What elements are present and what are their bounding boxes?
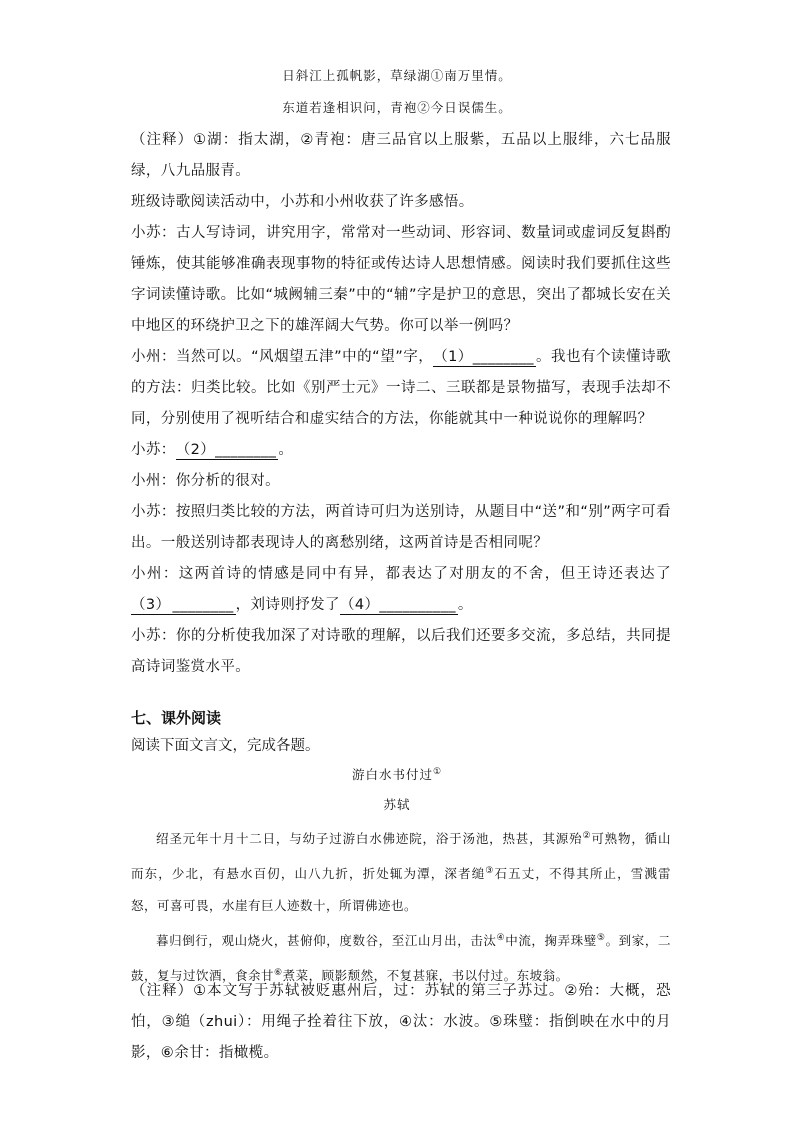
dialogue-text: 。 (457, 597, 473, 613)
poem-line-1: 日斜江上孤帆影，草绿湖①南万里情。 (282, 68, 512, 83)
classic-text-run: 。到家，二鼓，复与过饮酒，食余甘 (131, 933, 671, 984)
dialogue-su-1: 小苏：古人写诗词，讲究用字，常常对一些动词、形容词、数量词或虚词反复斟酌锤炼，使其能够准确表现事物的特征或传达诗人思想情感。阅读时我们要抓住这些字词读懂诗歌。比如“城阙辅三秦”中的“辅”字是护卫的意思，突出了都城长安在关中地区的环绕护卫之下的雄浑阔大气势。你可以举一例吗？ (131, 225, 671, 334)
classic-text-run: 石五丈，不得其所止，雪溅雷怒，可喜可畏，水崖有巨人迹数十，所谓佛迹也。 (131, 866, 671, 914)
answer-blank-2[interactable]: （2）________ (175, 442, 277, 458)
dialogue-section (131, 125, 671, 683)
dialogue-text: 小州：当然可以。“风烟望五津”中的“望”字， (131, 349, 434, 365)
classic-text-run: 暮归倒行，观山烧火，甚俯仰，度数谷，至江山月出，击汰 (156, 933, 497, 949)
classic-paragraph-1 (131, 820, 671, 922)
dialogue-zhou-1 (131, 342, 671, 435)
classic-title (0, 765, 794, 783)
section-instruction: 阅读下面文言文，完成各题。 (131, 738, 320, 754)
poem-line-2: 东道若逢相识问，青袍②今日误儒生。 (282, 100, 512, 115)
dialogue-su-2 (131, 435, 671, 466)
classic-author: 苏轼 (383, 797, 411, 812)
footnote-marker: ② (582, 831, 592, 841)
dialogue-zhou-2: 小州：你分析的很对。 (131, 473, 280, 489)
answer-blank-1[interactable]: （1）________ (433, 349, 534, 365)
footnote-marker: ① (432, 766, 443, 777)
classic-text-run: 中流，掬弄珠璧 (505, 933, 597, 949)
dialogue-text: 。我也有个读懂诗歌的方法：归类比较。比如《别严士元》一诗二、三联都是景物描写，表现手法却不同，分别使用了视听结合和虚实结合的方法，你能就其中一种说说你的理解吗？ (131, 349, 671, 427)
section-heading: 七、课外阅读 (131, 709, 222, 727)
classic-title-text: 游白水书付过 (351, 767, 433, 782)
footnote-marker: ③ (485, 866, 495, 877)
dialogue-intro: 班级诗歌阅读活动中，小苏和小州收获了许多感悟。 (131, 194, 474, 210)
classic-text (131, 820, 671, 993)
footnote-marker: ⑥ (274, 968, 283, 979)
dialogue-su-4: 小苏：你的分析使我加深了对诗歌的理解，以后我们还要多交流，多总结，共同提高诗词鉴赏水平。 (131, 628, 671, 675)
dialogue-zhou-3 (131, 559, 671, 621)
classic-text-run: 绍圣元年十月十二日，与幼子过游白水佛迹院，浴于汤池，热甚，其源殆 (156, 831, 583, 847)
dialogue-su-3: 小苏：按照归类比较的方法，两首诗可归为送别诗，从题目中“送”和“别”两字可看出。一般送别诗都表现诗人的离愁别绪，这两首诗是否相同呢？ (131, 504, 671, 551)
footnote-marker: ⑤ (596, 933, 606, 944)
classic-text-run: 可熟物，循山而东，少北，有悬水百仞，山八九折，折处辄为潭，深者缒 (131, 831, 671, 882)
classic-notes: （注释）①本文写于苏轼被贬惠州后，过：苏轼的第三子苏过。②殆：大概，恐怕，③缒（zhui）：用绳子拴着往下放，④汰：水波。⑤珠璧：指倒映在水中的月影，⑥余甘：指橄榄。 (131, 983, 671, 1061)
dialogue-text: 小苏： (131, 442, 176, 458)
dialogue-text: ，刘诗则抒发了 (235, 597, 340, 613)
poem-note: （注释）①湖：指太湖，②青袍：唐三品官以上服紫，五品以上服绯，六七品服绿，八九品服青。 (131, 132, 671, 179)
dialogue-text: 小州：这两首诗的情感是同中有异，都表达了对朋友的不舍，但王诗还表达了 (131, 566, 671, 582)
footnote-marker: ④ (496, 933, 506, 944)
answer-blank-3a[interactable]: （3） (131, 597, 171, 613)
answer-blank-3b[interactable]: ________ (172, 597, 234, 613)
classic-text-run: 煮菜，顾影颓然，不复甚寐，书以付过。东坡翁。 (282, 968, 569, 984)
dialogue-text: 。 (278, 442, 294, 458)
answer-blank-4[interactable]: （4）__________ (339, 597, 456, 613)
